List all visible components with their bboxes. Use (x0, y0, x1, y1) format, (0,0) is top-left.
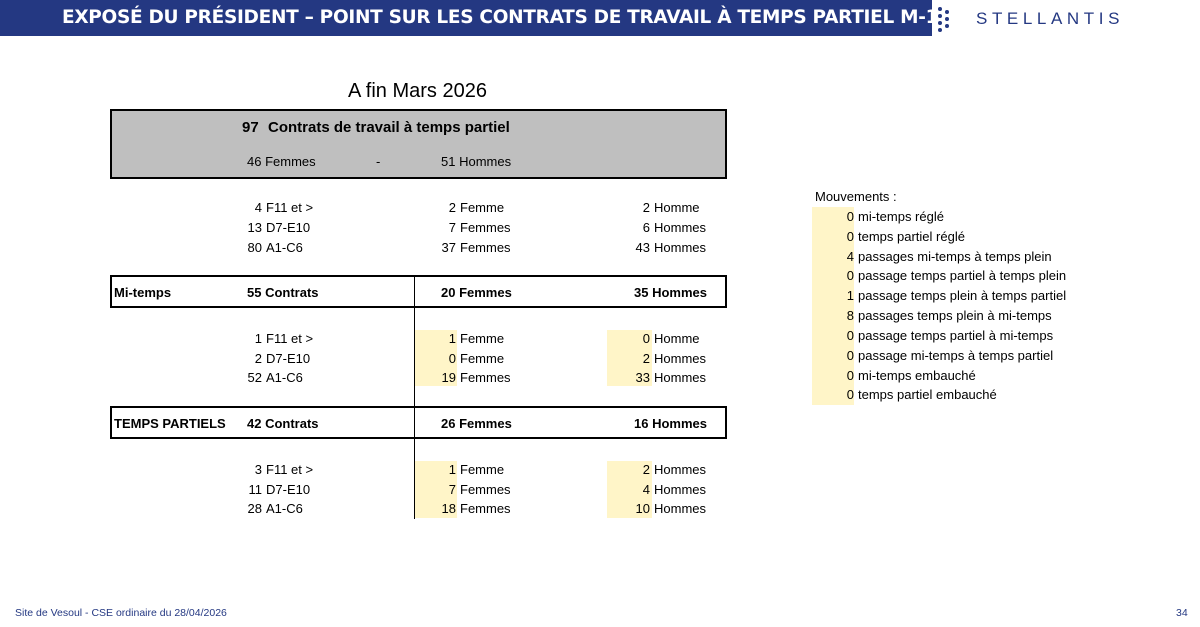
row-num: 13 (247, 220, 262, 235)
summary-total-label: Contrats de travail à temps partiel (268, 119, 510, 136)
page-title: EXPOSÉ DU PRÉSIDENT – POINT SUR LES CONTRATS DE TRAVAIL À TEMPS PARTIEL M-1 (62, 7, 939, 28)
summary-hommes: 51 Hommes (441, 154, 512, 169)
mouvement-label: passage temps plein à temps partiel (858, 288, 1067, 303)
page-number: 34 (1176, 607, 1188, 619)
row-grade: A1-C6 (266, 240, 303, 255)
mouvement-label: passage temps partiel à mi-temps (858, 328, 1054, 343)
header-bar (0, 0, 939, 36)
temps-partiels-femmes: 26 Femmes (441, 416, 512, 431)
row-h-num: 2 (642, 200, 650, 215)
summary-dash: - (376, 154, 381, 169)
row-h-num: 2 (642, 351, 650, 366)
mouvement-num: 0 (846, 209, 854, 224)
row-num: 3 (254, 462, 262, 477)
row-f-num: 0 (448, 351, 456, 366)
mi-temps-label: Mi-temps (114, 285, 172, 300)
row-h-num: 0 (642, 331, 650, 346)
row-h-label: Homme (654, 331, 700, 346)
row-f-label: Femmes (460, 501, 511, 516)
row-f-label: Femmes (460, 220, 511, 235)
row-grade: F11 et > (266, 200, 314, 215)
row-f-label: Femmes (460, 370, 511, 385)
row-num: 2 (254, 351, 262, 366)
mouvement-num: 4 (846, 249, 854, 264)
summary-femmes: 46 Femmes (247, 154, 316, 169)
row-f-label: Femme (460, 331, 505, 346)
row-grade: A1-C6 (266, 370, 303, 385)
row-h-label: Hommes (654, 370, 707, 385)
row-h-num: 6 (642, 220, 650, 235)
mouvement-label: passages mi-temps à temps plein (858, 249, 1052, 264)
row-grade: D7-E10 (266, 482, 311, 497)
mouvement-num: 0 (846, 348, 854, 363)
row-f-num: 7 (448, 220, 456, 235)
row-f-num: 1 (448, 331, 456, 346)
row-f-num: 2 (448, 200, 456, 215)
mouvements-title: Mouvements : (815, 189, 897, 204)
mouvement-num: 1 (846, 288, 854, 303)
row-h-num: 2 (642, 462, 650, 477)
row-h-label: Hommes (654, 351, 707, 366)
mouvement-label: passage mi-temps à temps partiel (858, 348, 1054, 363)
row-h-label: Hommes (654, 501, 707, 516)
row-num: 11 (248, 482, 262, 497)
mouvement-label: temps partiel réglé (858, 229, 965, 244)
row-grade: D7-E10 (266, 351, 311, 366)
row-f-label: Femme (460, 351, 505, 366)
mi-temps-hommes: 35 Hommes (634, 285, 707, 300)
mi-temps-femmes: 20 Femmes (441, 285, 512, 300)
row-grade: D7-E10 (266, 220, 311, 235)
row-grade: F11 et > (266, 462, 314, 477)
row-h-num: 10 (635, 501, 650, 516)
row-num: 4 (254, 200, 262, 215)
row-h-num: 4 (642, 482, 650, 497)
stellantis-logo-text: STELLANTIS (976, 9, 1125, 28)
row-f-label: Femme (460, 462, 505, 477)
row-h-label: Hommes (654, 462, 707, 477)
row-num: 28 (247, 501, 262, 516)
mouvement-num: 0 (846, 229, 854, 244)
stellantis-logo-icon (936, 4, 958, 34)
row-f-label: Femmes (460, 482, 511, 497)
subtitle: A fin Mars 2026 (348, 80, 487, 102)
mouvement-label: temps partiel embauché (858, 387, 997, 402)
mouvement-num: 0 (846, 368, 854, 383)
row-h-num: 43 (635, 240, 650, 255)
row-h-label: Hommes (654, 240, 707, 255)
row-f-num: 19 (441, 370, 456, 385)
row-f-num: 7 (448, 482, 456, 497)
footer-text: Site de Vesoul - CSE ordinaire du 28/04/2026 (15, 607, 227, 619)
mouvement-label: mi-temps réglé (858, 209, 944, 224)
row-grade: A1-C6 (266, 501, 303, 516)
row-h-num: 33 (635, 370, 650, 385)
row-f-label: Femme (460, 200, 505, 215)
row-f-num: 18 (441, 501, 456, 516)
row-num: 80 (247, 240, 262, 255)
temps-partiels-label: TEMPS PARTIELS (114, 416, 226, 431)
mouvement-num: 0 (846, 387, 854, 402)
row-f-label: Femmes (460, 240, 511, 255)
mouvement-num: 8 (846, 308, 854, 323)
mouvement-num: 0 (846, 328, 854, 343)
mouvement-label: mi-temps embauché (858, 368, 976, 383)
summary-total-num: 97 (242, 119, 259, 136)
mouvement-num: 0 (846, 268, 854, 283)
row-f-num: 37 (441, 240, 456, 255)
temps-partiels-hommes: 16 Hommes (634, 416, 707, 431)
mi-temps-contrats: 55 Contrats (247, 285, 319, 300)
row-num: 1 (254, 331, 262, 346)
row-num: 52 (247, 370, 262, 385)
row-h-label: Hommes (654, 482, 707, 497)
temps-partiels-contrats: 42 Contrats (247, 416, 319, 431)
row-f-num: 1 (448, 462, 456, 477)
row-h-label: Homme (654, 200, 700, 215)
mouvement-label: passage temps partiel à temps plein (858, 268, 1067, 283)
row-h-label: Hommes (654, 220, 707, 235)
mouvement-label: passages temps plein à mi-temps (858, 308, 1052, 323)
row-grade: F11 et > (266, 331, 314, 346)
